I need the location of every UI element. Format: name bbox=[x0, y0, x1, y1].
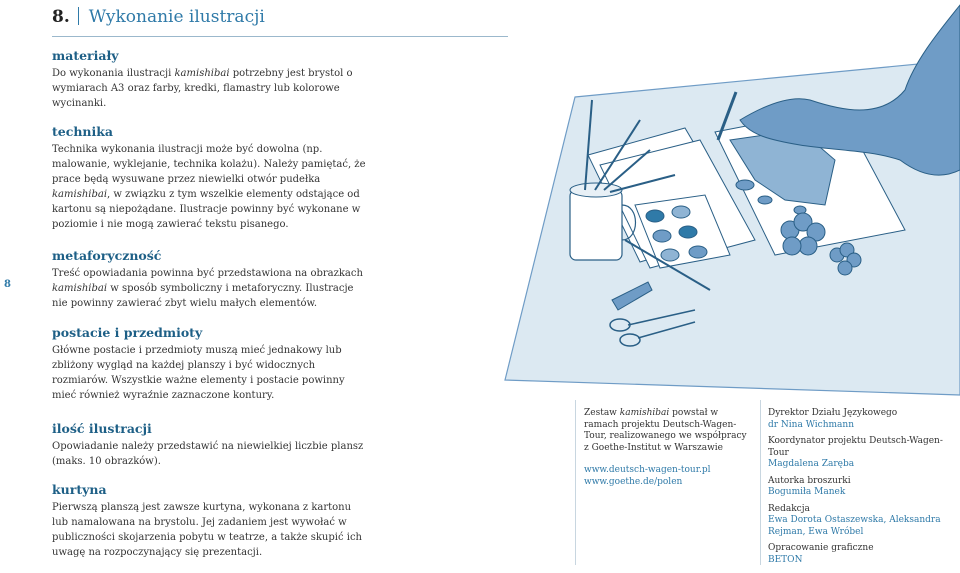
section-text bbox=[52, 66, 366, 111]
credit-name: dr Nina Wichmann bbox=[768, 419, 855, 430]
section-heading: materiały bbox=[52, 48, 119, 63]
page-title bbox=[52, 7, 265, 27]
project-text-end: powstał w ramach projektu Deutsch-Wagen-Tour, realizowanego we współpracy z Goethe-Institut w Warszawie bbox=[584, 408, 747, 453]
section-text bbox=[52, 500, 366, 560]
credit-role: Koordynator projektu Deutsch-Wagen-Tour bbox=[768, 436, 943, 458]
section bbox=[52, 325, 366, 403]
credit-item bbox=[768, 408, 958, 431]
credit-item bbox=[768, 436, 958, 471]
credit-role: Autorka broszurki bbox=[768, 475, 851, 486]
project-description bbox=[584, 408, 754, 454]
website-link-1[interactable]: www.deutsch-wagen-tour.pl bbox=[584, 465, 711, 475]
section-text bbox=[52, 266, 366, 311]
text-run: Opowiadanie należy przedstawić na niewielkiej liczbie plansz (maks. 10 obrazków). bbox=[52, 441, 364, 467]
section-heading: technika bbox=[52, 124, 114, 139]
text-run: Pierwszą planszą jest zawsze kurtyna, wykonana z kartonu lub namalowana na brystolu. Jej zadaniem jest wywołać w publiczności skojarzenia pobytu w teatrze, a także skupić ich uwagę na rozpoczynający się prezentacji. bbox=[52, 502, 362, 558]
credit-name: BETON bbox=[768, 554, 803, 565]
text-run: Do wykonania ilustracji bbox=[52, 68, 175, 79]
italic-term: kamishibai bbox=[52, 189, 108, 200]
credit-role: Opracowanie graficzne bbox=[768, 543, 874, 553]
section bbox=[52, 482, 366, 560]
credit-name: Magdalena Zaręba bbox=[768, 459, 855, 469]
title-underline bbox=[52, 36, 508, 37]
text-run: w sposób symboliczny i metaforyczny. Ilustracje nie powinny zawierać zbyt wielu małych elementów. bbox=[52, 283, 354, 309]
painting-table-illustration bbox=[500, 0, 960, 400]
section-heading: kurtyna bbox=[52, 482, 107, 497]
section-heading: postacie i przedmioty bbox=[52, 325, 203, 340]
staff-credits bbox=[768, 408, 958, 571]
section-heading: metaforyczność bbox=[52, 248, 162, 263]
website-link-2[interactable]: www.goethe.de/polen bbox=[584, 476, 683, 487]
section bbox=[52, 248, 366, 311]
credits-divider-left bbox=[575, 400, 576, 565]
credit-role: Redakcja bbox=[768, 503, 810, 514]
text-run: , w związku z tym wszelkie elementy odstające od kartonu są niepożądane. Ilustracje powinny być wykonane w poziomie i nie mogą zawierać tekstu pisanego. bbox=[52, 189, 361, 230]
text-run: potrzebny jest brystol o wymiarach A3 oraz farby, kredki, flamastry lub kolorowe wycinanki. bbox=[52, 68, 353, 109]
section bbox=[52, 124, 366, 232]
project-text-start: Zestaw bbox=[584, 408, 620, 418]
credit-item bbox=[768, 476, 958, 499]
chapter-title: Wykonanie ilustracji bbox=[88, 7, 265, 27]
section-text bbox=[52, 343, 366, 403]
italic-term: kamishibai bbox=[174, 68, 230, 79]
project-credits bbox=[584, 408, 754, 488]
content-column bbox=[52, 48, 366, 573]
text-run: Główne postacie i przedmioty muszą mieć jednakowy lub zbliżony wygląd na każdej planszy i być widocznych rozmiarów. Wszystkie ważne elementy i postacie powinny mieć również wyraźnie zaznaczone kontury. bbox=[52, 345, 345, 401]
section bbox=[52, 421, 366, 469]
text-run: Technika wykonania ilustracji może być dowolna (np. malowanie, wyklejanie, technika kolażu). Należy pamiętać, że prace będą wysuwane przez niewielki otwór pudełka bbox=[52, 144, 366, 185]
section-text bbox=[52, 142, 366, 232]
credit-role: Dyrektor Działu Językowego bbox=[768, 408, 898, 418]
credit-name: Bogumiła Manek bbox=[768, 487, 846, 497]
title-divider bbox=[78, 7, 79, 25]
credits-divider-right bbox=[760, 400, 761, 565]
text-run: Treść opowiadania powinna być przedstawiona na obrazkach bbox=[52, 268, 363, 279]
chapter-number: 8. bbox=[52, 7, 70, 27]
credit-name: Ewa Dorota Ostaszewska, Aleksandra Rejman, Ewa Wróbel bbox=[768, 515, 941, 537]
italic-term: kamishibai bbox=[52, 283, 108, 294]
credit-item bbox=[768, 504, 958, 539]
section-text bbox=[52, 439, 366, 469]
section-heading: ilość ilustracji bbox=[52, 421, 152, 436]
page-number: 8 bbox=[4, 279, 11, 290]
section bbox=[52, 48, 366, 111]
project-text-italic: kamishibai bbox=[619, 408, 670, 418]
credit-item bbox=[768, 543, 958, 566]
